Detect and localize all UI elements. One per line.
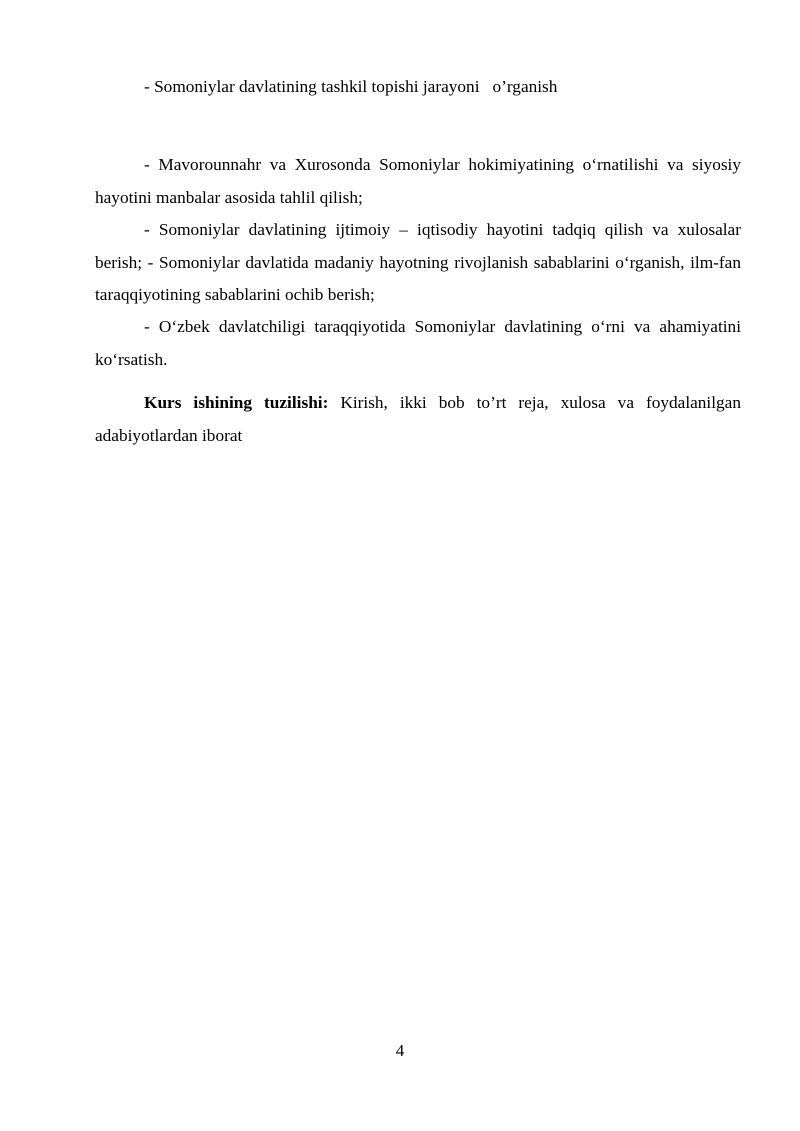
course-structure-paragraph	[95, 387, 741, 452]
page-number: 4	[395, 1041, 405, 1060]
goal-paragraph-1: - Somoniylar davlatining tashkil topishi jarayoni o’rganish	[144, 77, 558, 96]
course-structure-heading: Kurs ishining tuzilishi:	[144, 393, 329, 412]
goal-paragraph-4: - O‘zbek davlatchiligi taraqqiyotida Somoniylar davlatining o‘rni va ahamiyatini ko‘rsatish.	[95, 317, 741, 369]
course-structure-text: Kirish, ikki bob to’rt reja, xulosa va foydalanilgan adabiyotlardan iborat	[95, 393, 741, 445]
goal-paragraph-2: - Mavorounnahr va Xurosonda Somoniylar hokimiyatining o‘rnatilishi va siyosiy hayotini manbalar asosida tahlil qilish;	[95, 155, 741, 207]
goal-paragraph-3: - Somoniylar davlatining ijtimoiy – iqtisodiy hayotini tadqiq qilish va xulosalar berish; - Somoniylar davlatida madaniy hayotning rivojlanish sabablarini o‘rganish, ilm-fan taraqqiyotining sabablarini ochib berish;	[95, 220, 741, 304]
